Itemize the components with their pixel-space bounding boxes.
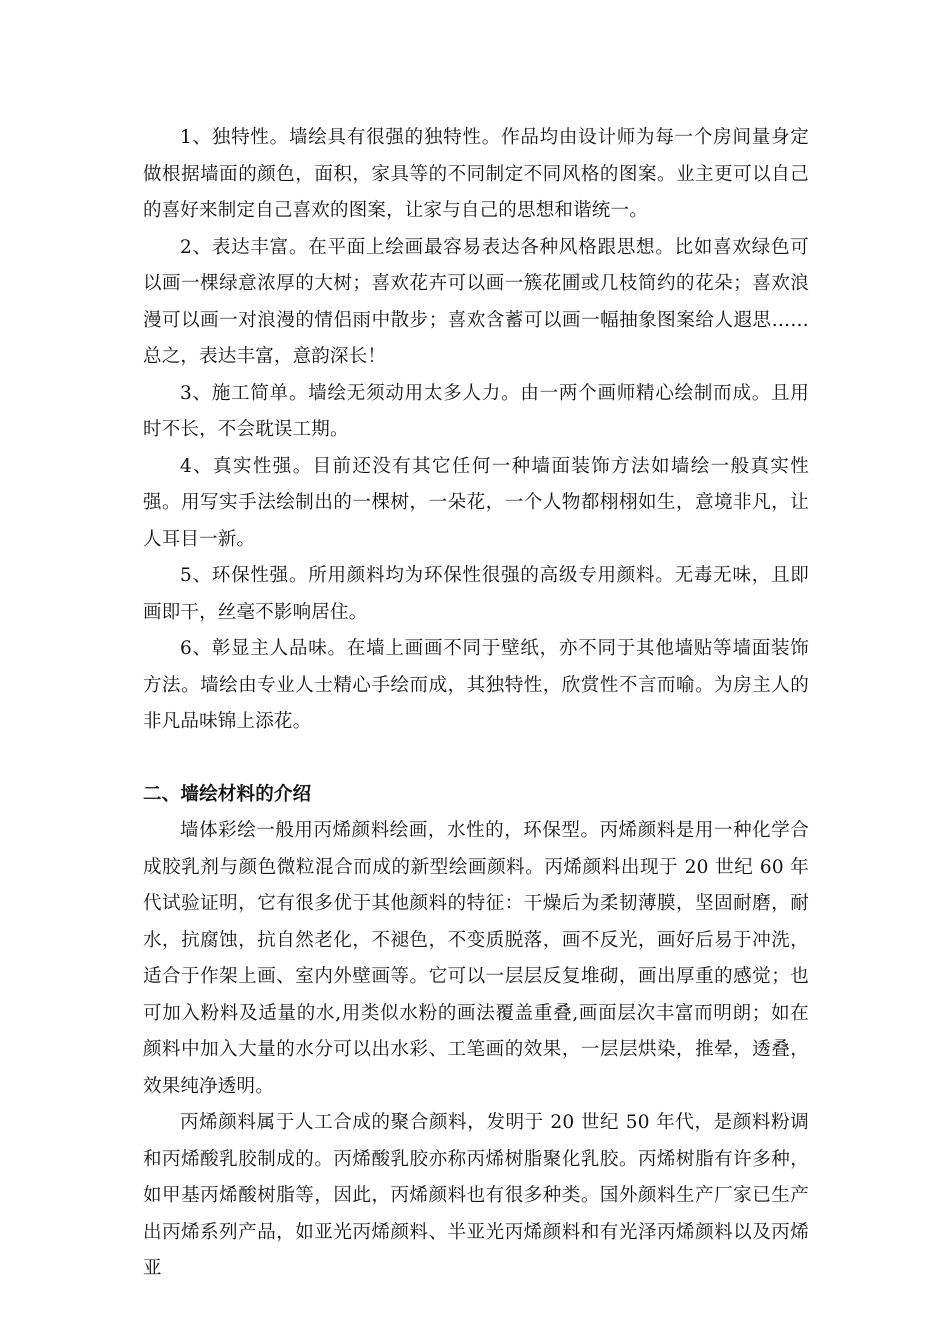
section-heading-materials: 二、墙绘材料的介绍: [143, 783, 312, 805]
feature-paragraph-eco: 5、环保性强。所用颜料均为环保性很强的高级专用颜料。无毒无味，且即画即干，丝毫不影响居住。: [143, 565, 809, 623]
document-page: [143, 120, 809, 1288]
feature-paragraph-realism: 4、真实性强。目前还没有其它任何一种墙面装饰方法如墙绘一般真实性强。用写实手法绘制出的一棵树，一朵花，一个人物都栩栩如生，意境非凡，让人耳目一新。: [143, 455, 809, 550]
feature-paragraph-taste: 6、彰显主人品味。在墙上画画不同于壁纸，亦不同于其他墙贴等墙面装饰方法。墙绘由专业人士精心手绘而成，其独特性，欣赏性不言而喻。为房主人的非凡品味锦上添花。: [143, 638, 809, 732]
feature-paragraph-expression: 2、表达丰富。在平面上绘画最容易表达各种风格跟思想。比如喜欢绿色可以画一棵绿意浓厚的大树；喜欢花卉可以画一簇花圃或几枝简约的花朵；喜欢浪漫可以画一对浪漫的情侣雨中散步；喜欢含蓄可以画一幅抽象图案给人遐思……总之，表达丰富，意韵深长！: [143, 236, 809, 367]
feature-paragraph-uniqueness: 1、独特性。墙绘具有很强的独特性。作品均由设计师为每一个房间量身定做根据墙面的颜色，面积，家具等的不同制定不同风格的图案。业主更可以自己的喜好来制定自己喜欢的图案，让家与自己的思想和谐统一。: [143, 127, 809, 221]
feature-paragraph-construction: 3、施工简单。墙绘无须动用太多人力。由一两个画师精心绘制而成。且用时不长，不会耽误工期。: [143, 382, 809, 440]
materials-paragraph-acrylic: 墙体彩绘一般用丙烯颜料绘画，水性的，环保型。丙烯颜料是用一种化学合成胶乳剂与颜色微粒混合而成的新型绘画颜料。丙烯颜料出现于 20 世纪 60 年代试验证明，它有很多优于其他颜料的特征：干燥后为柔韧薄膜，坚固耐磨，耐水，抗腐蚀，抗自然老化，不褪色，不变质脱落，画不反光，画好后易于冲洗，适合于作架上画、室内外壁画等。它可以一层层反复堆砌，画出厚重的感觉；也可加入粉料及适量的水,用类似水粉的画法覆盖重叠,画面层次丰富而明朗；如在颜料中加入大量的水分可以出水彩、工笔画的效果，一层层烘染，推晕，透叠，效果纯净透明。: [143, 820, 809, 1097]
section-gap: [143, 741, 809, 777]
materials-paragraph-polymer: 丙烯颜料属于人工合成的聚合颜料，发明于 20 世纪 50 年代，是颜料粉调和丙烯酸乳胶制成的。丙烯酸乳胶亦称丙烯树脂聚化乳胶。丙烯树脂有许多种，如甲基丙烯酸树脂等，因此，丙烯颜料也有很多种类。国外颜料生产厂家已生产出丙烯系列产品，如亚光丙烯颜料、半亚光丙烯颜料和有光泽丙烯颜料以及丙烯亚: [143, 1112, 809, 1279]
